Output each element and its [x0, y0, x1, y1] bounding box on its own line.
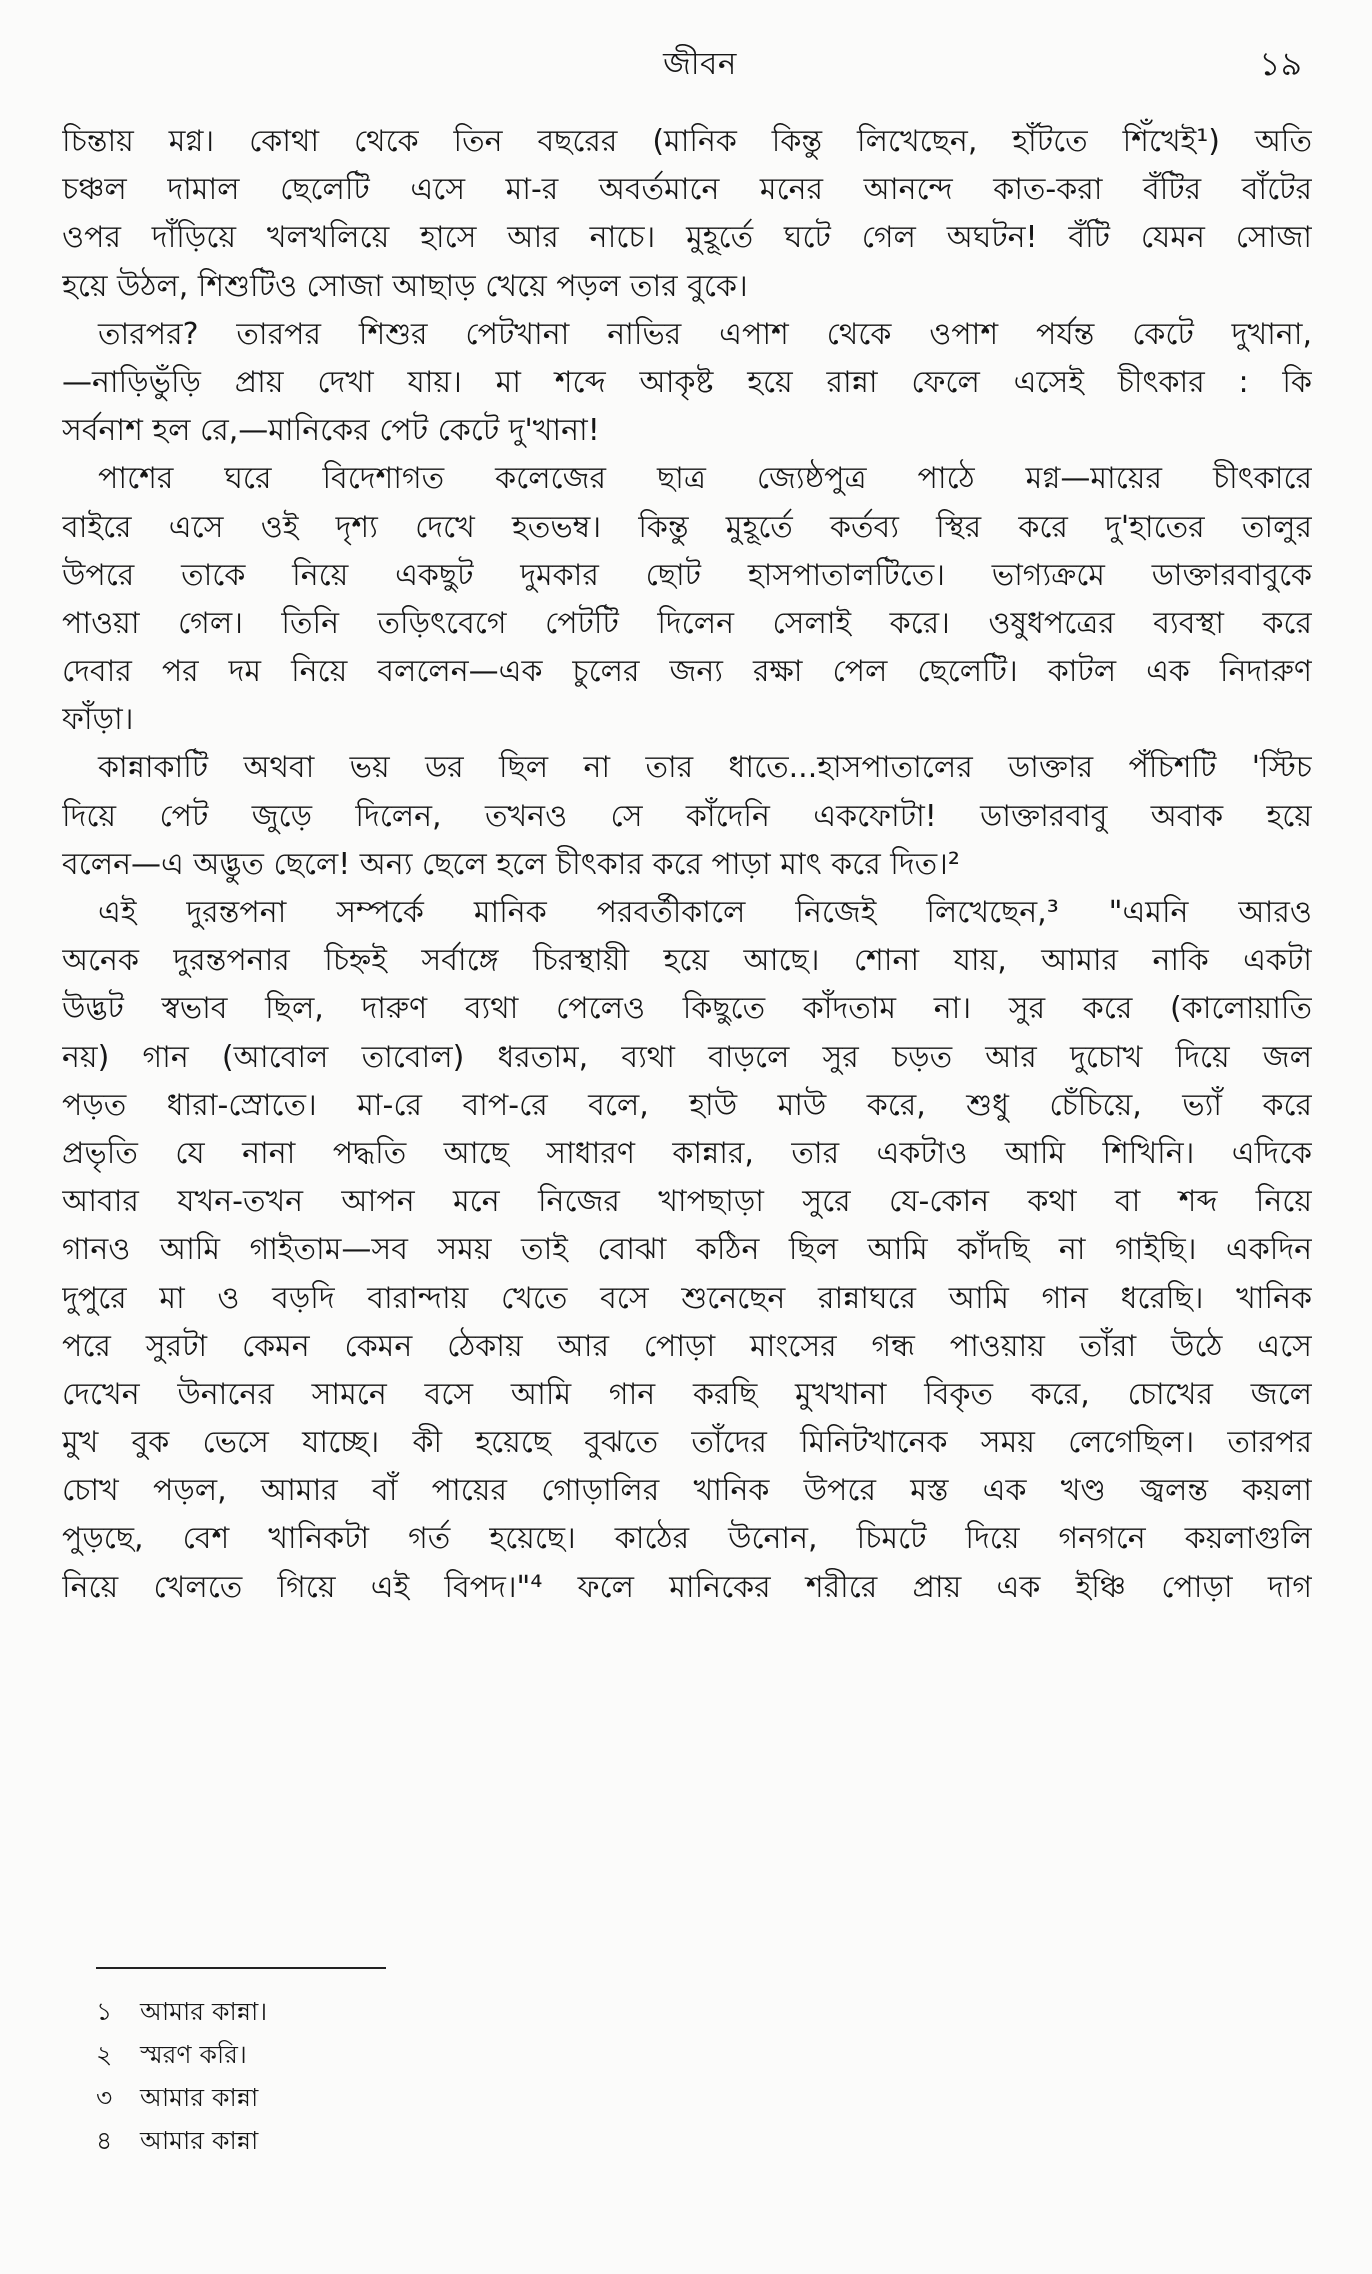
- running-head: [80, 34, 1320, 94]
- text-line: পড়ত ধারা-স্রোতে। মা-রে বাপ-রে বলে, হাউ মাউ করে, শুধু চেঁচিয়ে, ভ্যাঁ করে: [62, 1087, 1312, 1123]
- text-line: উপরে তাকে নিয়ে একছুট দুমকার ছোট হাসপাতালটিতে। ভাগ্যক্রমে ডাক্তারবাবুকে: [62, 557, 1312, 593]
- text-line: ফাঁড়া।: [62, 702, 134, 738]
- text-line: —নাড়িভুঁড়ি প্রায় দেখা যায়। মা শব্দে আকৃষ্ট হয়ে রান্না ফেলে এসেই চীৎকার : কি: [62, 364, 1312, 400]
- text-line: নয়) গান (আবোল তাবোল) ধরতাম, ব্যথা বাড়লে সুর চড়ত আর দুচোখ দিয়ে জল: [62, 1039, 1312, 1075]
- text-line: পাওয়া গেল। তিনি তড়িৎবেগে পেটটি দিলেন সেলাই করে। ওষুধপত্রের ব্যবস্থা করে: [62, 605, 1312, 641]
- text-line: দুপুরে মা ও বড়দি বারান্দায় খেতে বসে শুনেছেন রান্নাঘরে আমি গান ধরেছি। খানিক: [62, 1280, 1312, 1316]
- footnote-divider: [96, 1967, 386, 1969]
- footnotes: [96, 1990, 696, 2162]
- text-line: তারপর? তারপর শিশুর পেটখানা নাভির এপাশ থেকে ওপাশ পর্যন্ত কেটে দুখানা,: [98, 316, 1312, 352]
- footnote-text: আমার কান্না।: [140, 1997, 268, 2026]
- text-line: এই দুরন্তপনা সম্পর্কে মানিক পরবর্তীকালে নিজেই লিখেছেন,³ "এমনি আরও: [98, 895, 1312, 930]
- footnote-text: স্মরণ করি।: [140, 2040, 247, 2069]
- text-line: প্রভৃতি যে নানা পদ্ধতি আছে সাধারণ কান্নার, তার একটাও আমি শিখিনি। এদিকে: [62, 1135, 1312, 1171]
- text-line: চিন্তায় মগ্ন। কোথা থেকে তিন বছরের (মানিক কিন্তু লিখেছেন, হাঁটতে শিঁখেই¹) অতি: [62, 124, 1312, 159]
- text-line: সর্বনাশ হল রে,—মানিকের পেট কেটে দু'খানা!: [62, 413, 600, 449]
- text-line: পাশের ঘরে বিদেশাগত কলেজের ছাত্র জ্যেষ্ঠপুত্র পাঠে মগ্ন—মায়ের চীৎকারে: [98, 461, 1312, 497]
- text-line: হয়ে উঠল, শিশুটিও সোজা আছাড় খেয়ে পড়ল তার বুকে।: [62, 268, 748, 304]
- page-number: ১৯: [1259, 44, 1302, 83]
- text-line: নিয়ে খেলতে গিয়ে এই বিপদ।"⁴ ফলে মানিকের শরীরে প্রায় এক ইঞ্চি পোড়া দাগ: [62, 1569, 1312, 1605]
- body-text: [62, 118, 1312, 1612]
- text-line: বাইরে এসে ওই দৃশ্য দেখে হতভম্ব। কিন্তু মুহূর্তে কর্তব্য স্থির করে দু'হাতের তালুর: [62, 509, 1312, 545]
- footnote-number: ১: [96, 1997, 113, 2026]
- footnote-item: [96, 2119, 696, 2162]
- text-line: চঞ্চল দামাল ছেলেটি এসে মা-র অবর্তমানে মনের আনন্দে কাত-করা বঁটির বাঁটের: [62, 172, 1312, 208]
- text-line: উদ্ভট স্বভাব ছিল, দারুণ ব্যথা পেলেও কিছুতে কাঁদতাম না। সুর করে (কালোয়াতি: [62, 991, 1312, 1027]
- footnote-item: [96, 2033, 696, 2076]
- text-line: মুখ বুক ভেসে যাচ্ছে। কী হয়েছে বুঝতে তাঁদের মিনিটখানেক সময় লেগেছিল। তারপর: [62, 1425, 1312, 1461]
- text-line: পরে সুরটা কেমন কেমন ঠেকায় আর পোড়া মাংসের গন্ধ পাওয়ায় তাঁরা উঠে এসে: [62, 1328, 1312, 1364]
- text-line: কান্নাকাটি অথবা ভয় ডর ছিল না তার ধাতে...হাসপাতালের ডাক্তার পঁচিশটি 'স্টিচ: [98, 750, 1312, 786]
- chapter-title: জীবন: [663, 46, 737, 82]
- text-line: দেখেন উনানের সামনে বসে আমি গান করছি মুখখানা বিকৃত করে, চোখের জলে: [62, 1376, 1312, 1412]
- text-line: বলেন—এ অদ্ভুত ছেলে! অন্য ছেলে হলে চীৎকার করে পাড়া মাৎ করে দিত।²: [62, 846, 960, 882]
- text-line: চোখ পড়ল, আমার বাঁ পায়ের গোড়ালির খানিক উপরে মস্ত এক খণ্ড জ্বলন্ত কয়লা: [62, 1473, 1312, 1509]
- footnote-item: [96, 1990, 696, 2033]
- text-line: গানও আমি গাইতাম—সব সময় তাই বোঝা কঠিন ছিল আমি কাঁদছি না গাইছি। একদিন: [62, 1232, 1312, 1268]
- footnote-number: ৪: [96, 2126, 113, 2155]
- footnote-item: [96, 2076, 696, 2119]
- footnote-text: আমার কান্না: [140, 2083, 259, 2112]
- text-line: দিয়ে পেট জুড়ে দিলেন, তখনও সে কাঁদেনি একফোটা! ডাক্তারবাবু অবাক হয়ে: [62, 798, 1312, 834]
- text-line: দেবার পর দম নিয়ে বললেন—এক চুলের জন্য রক্ষা পেল ছেলেটি। কাটল এক নিদারুণ: [62, 654, 1312, 690]
- text-line: অনেক দুরন্তপনার চিহ্নই সর্বাঙ্গে চিরস্থায়ী হয়ে আছে। শোনা যায়, আমার নাকি একটা: [62, 943, 1312, 979]
- footnote-number: ২: [96, 2040, 113, 2069]
- footnote-text: আমার কান্না: [140, 2126, 259, 2155]
- text-line: আবার যখন-তখন আপন মনে নিজের খাপছাড়া সুরে যে-কোন কথা বা শব্দ নিয়ে: [62, 1184, 1312, 1220]
- text-line: ওপর দাঁড়িয়ে খলখলিয়ে হাসে আর নাচে। মুহূর্তে ঘটে গেল অঘটন! বঁটি যেমন সোজা: [62, 220, 1312, 256]
- text-line: পুড়ছে, বেশ খানিকটা গর্ত হয়েছে। কাঠের উনোন, চিমটে দিয়ে গনগনে কয়লাগুলি: [62, 1521, 1312, 1557]
- footnote-number: ৩: [96, 2083, 113, 2112]
